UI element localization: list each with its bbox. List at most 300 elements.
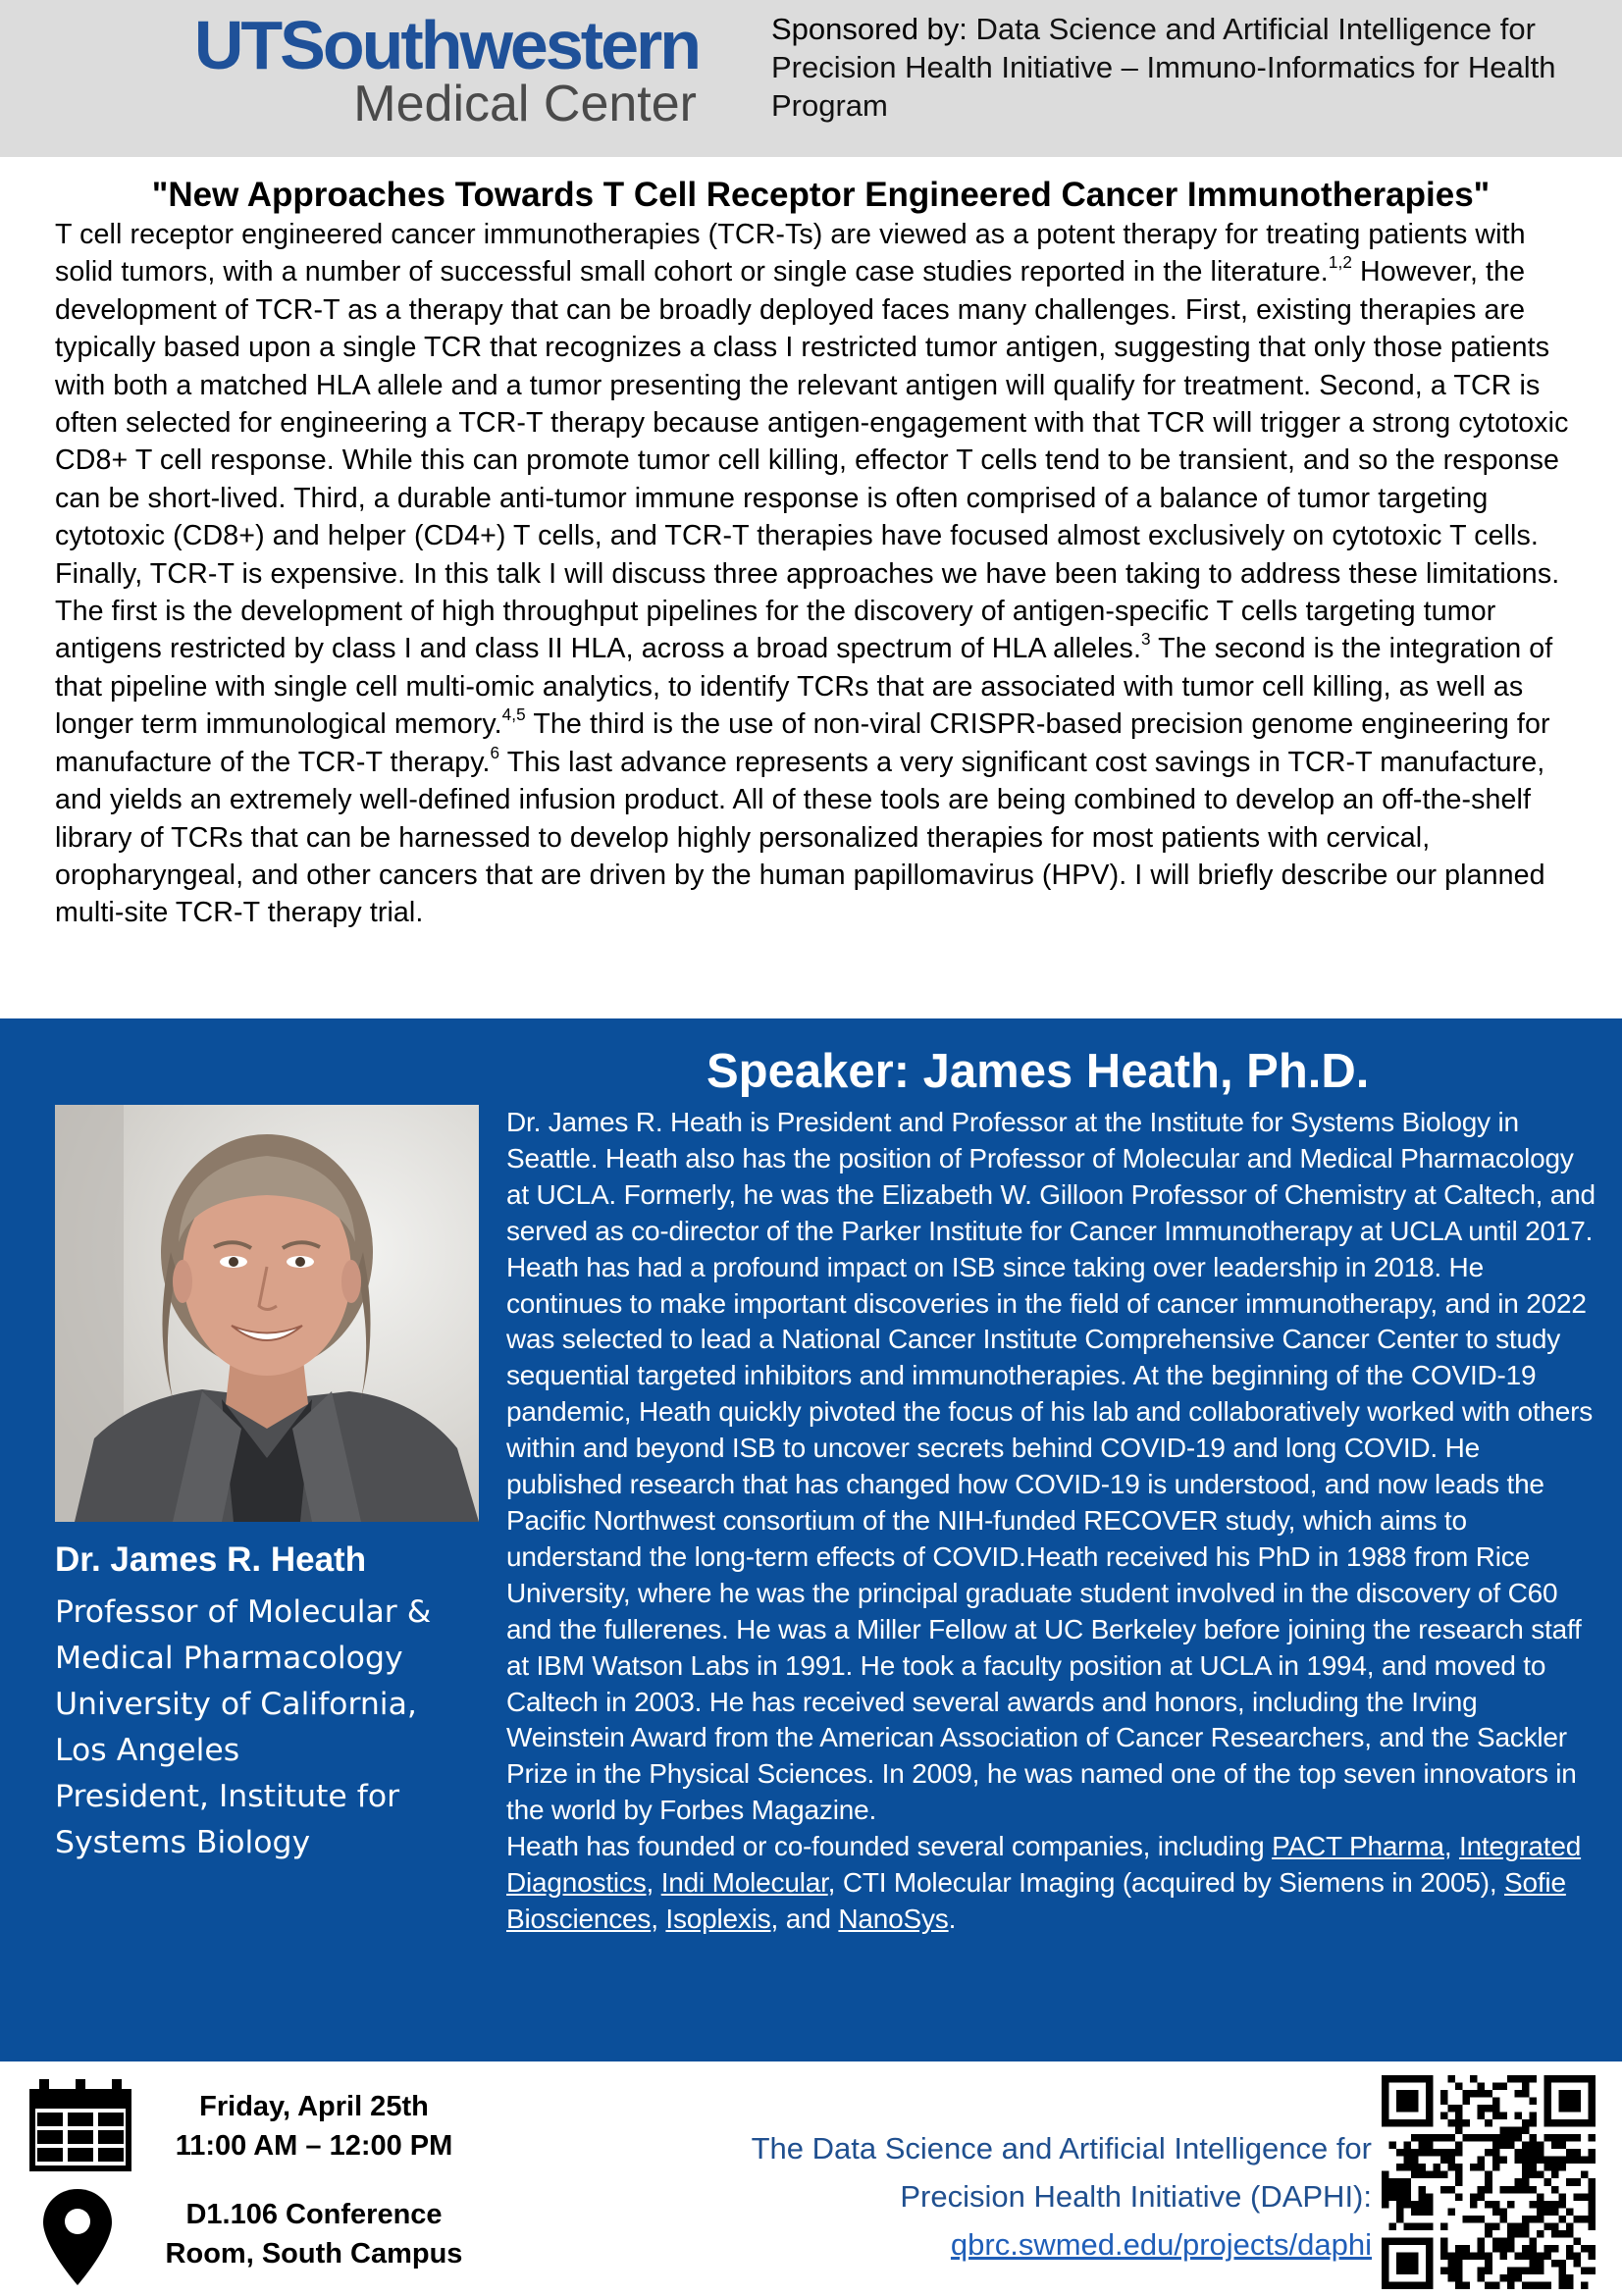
qr-module	[1588, 2193, 1596, 2201]
speaker-titles	[55, 1590, 487, 1866]
qr-module	[1411, 2208, 1419, 2216]
qr-module	[1551, 2134, 1559, 2142]
qr-module	[1558, 2090, 1566, 2098]
qr-module	[1522, 2164, 1530, 2171]
qr-module	[1404, 2237, 1412, 2245]
qr-module	[1448, 2164, 1456, 2171]
qr-module	[1514, 2127, 1522, 2135]
qr-module	[1434, 2149, 1441, 2157]
qr-module	[1396, 2281, 1404, 2289]
companies-end: .	[948, 1903, 957, 1934]
qr-module	[1529, 2252, 1537, 2260]
speaker-title-line: President, Institute for	[55, 1779, 400, 1814]
qr-module	[1514, 2178, 1522, 2186]
qr-module	[1551, 2164, 1559, 2171]
qr-module	[1382, 2252, 1389, 2260]
talk-title: "New Approaches Towards T Cell Receptor Engineered Cancer Immunotherapies"	[151, 176, 1491, 214]
qr-module	[1440, 2252, 1448, 2260]
qr-module	[1485, 2171, 1492, 2179]
qr-module	[1411, 2149, 1419, 2157]
qr-module	[1382, 2083, 1389, 2091]
qr-module	[1514, 2267, 1522, 2274]
qr-module	[1507, 2222, 1515, 2230]
qr-module	[1404, 2178, 1412, 2186]
qr-module	[1492, 2164, 1500, 2171]
qr-module	[1411, 2201, 1419, 2209]
qr-module	[1434, 2164, 1441, 2171]
qr-module	[1448, 2134, 1456, 2142]
qr-module	[1389, 2142, 1397, 2150]
qr-module	[1537, 2171, 1544, 2179]
qr-module	[1426, 2245, 1434, 2253]
qr-module	[1492, 2098, 1500, 2106]
qr-module	[1537, 2201, 1544, 2209]
qr-module	[1478, 2186, 1486, 2194]
qr-module	[1522, 2075, 1530, 2083]
qr-module	[1455, 2252, 1463, 2260]
qr-module	[1573, 2119, 1581, 2127]
qr-module	[1426, 2075, 1434, 2083]
qr-module	[1514, 2274, 1522, 2282]
qr-module	[1478, 2252, 1486, 2260]
qr-module	[1588, 2216, 1596, 2223]
qr-module	[1426, 2083, 1434, 2091]
qr-module	[1448, 2267, 1456, 2274]
qr-module	[1419, 2142, 1427, 2150]
header-banner	[0, 0, 1622, 157]
qr-module	[1440, 2149, 1448, 2157]
qr-module	[1382, 2237, 1389, 2245]
qr-module	[1463, 2216, 1471, 2223]
program-link[interactable]: qbrc.swmed.edu/projects/daphi	[950, 2227, 1372, 2262]
qr-module	[1426, 2274, 1434, 2282]
qr-module	[1411, 2260, 1419, 2268]
reference-superscript: 1,2	[1328, 252, 1352, 273]
qr-module	[1588, 2157, 1596, 2165]
qr-module	[1411, 2171, 1419, 2179]
qr-module	[1566, 2208, 1574, 2216]
qr-module	[1573, 2134, 1581, 2142]
qr-module	[1522, 2149, 1530, 2157]
qr-module	[1544, 2222, 1551, 2230]
qr-module	[1419, 2171, 1427, 2179]
qr-module	[1411, 2164, 1419, 2171]
qr-module	[1507, 2274, 1515, 2282]
qr-module	[1382, 2281, 1389, 2289]
qr-module	[1419, 2222, 1427, 2230]
qr-module	[1396, 2149, 1404, 2157]
qr-module	[1440, 2245, 1448, 2253]
qr-module	[1426, 2113, 1434, 2120]
qr-module	[1529, 2134, 1537, 2142]
qr-module	[1389, 2186, 1397, 2194]
reference-superscript: 3	[1141, 629, 1151, 650]
abstract-text-3: The second is the integration of that pipeline with single cell multi-omic analytics, to identify TCRs that are associated with tumor cell killing, as well as longer term immunological memory.	[55, 633, 1553, 741]
qr-module	[1426, 2142, 1434, 2150]
qr-code[interactable]	[1382, 2075, 1596, 2289]
qr-module	[1470, 2252, 1478, 2260]
calendar-icon	[29, 2079, 131, 2171]
qr-module	[1529, 2075, 1537, 2083]
qr-module	[1492, 2208, 1500, 2216]
qr-module	[1411, 2134, 1419, 2142]
qr-module	[1573, 2193, 1581, 2201]
qr-module	[1411, 2281, 1419, 2289]
qr-module	[1492, 2142, 1500, 2150]
qr-module	[1551, 2222, 1559, 2230]
qr-module	[1404, 2186, 1412, 2194]
qr-module	[1485, 2222, 1492, 2230]
qr-module	[1492, 2222, 1500, 2230]
event-datetime	[137, 2087, 491, 2166]
qr-module	[1396, 2098, 1404, 2106]
qr-module	[1411, 2119, 1419, 2127]
qr-module	[1573, 2149, 1581, 2157]
qr-module	[1485, 2119, 1492, 2127]
qr-module	[1588, 2105, 1596, 2113]
qr-module	[1558, 2142, 1566, 2150]
qr-module	[1396, 2186, 1404, 2194]
qr-module	[1470, 2134, 1478, 2142]
qr-module	[1485, 2260, 1492, 2268]
qr-module	[1544, 2134, 1551, 2142]
qr-module	[1558, 2134, 1566, 2142]
qr-module	[1581, 2216, 1589, 2223]
qr-module	[1514, 2186, 1522, 2194]
qr-module	[1566, 2098, 1574, 2106]
qr-module	[1426, 2237, 1434, 2245]
qr-module	[1537, 2208, 1544, 2216]
qr-module	[1485, 2186, 1492, 2194]
qr-module	[1558, 2201, 1566, 2209]
qr-module	[1478, 2134, 1486, 2142]
event-location-line: D1.106 Conference	[185, 2199, 443, 2230]
qr-module	[1522, 2127, 1530, 2135]
speaker-heading: Speaker: James Heath, Ph.D.	[706, 1045, 1370, 1098]
qr-module	[1573, 2237, 1581, 2245]
qr-module	[1389, 2281, 1397, 2289]
qr-module	[1463, 2090, 1471, 2098]
qr-module	[1382, 2245, 1389, 2253]
qr-module	[1499, 2134, 1507, 2142]
qr-module	[1382, 2193, 1389, 2201]
qr-module	[1396, 2252, 1404, 2260]
qr-module	[1544, 2208, 1551, 2216]
qr-module	[1470, 2201, 1478, 2209]
qr-module	[1440, 2098, 1448, 2106]
qr-module	[1551, 2201, 1559, 2209]
qr-module	[1529, 2149, 1537, 2157]
qr-module	[1529, 2157, 1537, 2165]
qr-module	[1419, 2186, 1427, 2194]
qr-module	[1396, 2201, 1404, 2209]
qr-module	[1404, 2252, 1412, 2260]
qr-module	[1514, 2134, 1522, 2142]
qr-module	[1492, 2237, 1500, 2245]
qr-module	[1537, 2193, 1544, 2201]
qr-module	[1544, 2075, 1551, 2083]
qr-module	[1404, 2090, 1412, 2098]
event-time: 11:00 AM – 12:00 PM	[175, 2130, 453, 2162]
qr-module	[1544, 2090, 1551, 2098]
qr-module	[1588, 2267, 1596, 2274]
qr-module	[1485, 2105, 1492, 2113]
speaker-photo	[55, 1105, 479, 1522]
qr-module	[1514, 2075, 1522, 2083]
abstract-text-2: However, the development of TCR-T as a therapy that can be broadly deployed faces many challenges. First, existing therapies are typically based upon a single TCR that recognizes a class I restricted tumor antigen, suggesting that only those patients with both a matched HLA allele and a tumor presenting the relevant antigen will qualify for treatment. Second, a TCR is often selected for engineering a TCR-T therapy because antigen-engagement with that TCR will trigger a strong cytotoxic CD8+ T cell response. While this can promote tumor cell killing, effector T cells tend to be transient, and so the response can be short-lived. Third, a durable anti-tumor immune response is often comprised of a balance of tumor targeting cytotoxic (CD8+) and helper (CD4+) T cells, and TCR-T therapies have focused almost exclusively on cytotoxic T cells. Finally, TCR-T is expensive. In this talk I will discuss three approaches we have been taking to address these limitations. The first is the development of high throughput pipelines for the discovery of antigen-specific T cells targeting tumor antigens restricted by class I and class II HLA, across a broad spectrum of HLA alleles.	[55, 256, 1569, 665]
qr-module	[1426, 2119, 1434, 2127]
qr-module	[1566, 2252, 1574, 2260]
qr-module	[1573, 2105, 1581, 2113]
qr-module	[1470, 2193, 1478, 2201]
qr-module	[1478, 2237, 1486, 2245]
qr-module	[1411, 2252, 1419, 2260]
company-link-nanosys[interactable]: NanoSys	[838, 1903, 949, 1934]
qr-module	[1499, 2127, 1507, 2135]
qr-module	[1558, 2260, 1566, 2268]
qr-module	[1382, 2105, 1389, 2113]
qr-module	[1529, 2098, 1537, 2106]
qr-module	[1544, 2157, 1551, 2165]
qr-module	[1411, 2090, 1419, 2098]
qr-module	[1581, 2281, 1589, 2289]
qr-module	[1382, 2186, 1389, 2194]
qr-module	[1566, 2178, 1574, 2186]
qr-module	[1389, 2222, 1397, 2230]
separator: ,	[651, 1903, 666, 1934]
companies-intro: Heath has founded or co-founded several companies, including	[506, 1831, 1273, 1862]
qr-module	[1396, 2260, 1404, 2268]
qr-module	[1566, 2119, 1574, 2127]
qr-module	[1478, 2193, 1486, 2201]
qr-module	[1478, 2216, 1486, 2223]
qr-module	[1478, 2274, 1486, 2282]
qr-module	[1529, 2267, 1537, 2274]
qr-module	[1514, 2252, 1522, 2260]
qr-module	[1581, 2193, 1589, 2201]
qr-module	[1588, 2149, 1596, 2157]
qr-module	[1426, 2171, 1434, 2179]
qr-module	[1566, 2222, 1574, 2230]
qr-module	[1499, 2113, 1507, 2120]
qr-module	[1529, 2164, 1537, 2171]
speaker-title-line: Los Angeles	[55, 1733, 240, 1768]
qr-module	[1478, 2083, 1486, 2091]
qr-module	[1404, 2075, 1412, 2083]
qr-module	[1499, 2245, 1507, 2253]
qr-module	[1448, 2149, 1456, 2157]
qr-module	[1522, 2090, 1530, 2098]
company-link-indi-molecular[interactable]: Indi Molecular	[660, 1867, 828, 1899]
qr-module	[1544, 2113, 1551, 2120]
qr-module	[1588, 2222, 1596, 2230]
qr-module	[1382, 2098, 1389, 2106]
qr-module	[1404, 2157, 1412, 2165]
qr-module	[1566, 2134, 1574, 2142]
qr-module	[1478, 2164, 1486, 2171]
qr-module	[1522, 2267, 1530, 2274]
qr-module	[1440, 2267, 1448, 2274]
qr-module	[1389, 2193, 1397, 2201]
qr-module	[1382, 2113, 1389, 2120]
speaker-title-line: Professor of Molecular &	[55, 1594, 432, 1630]
qr-module	[1426, 2149, 1434, 2157]
qr-module	[1566, 2090, 1574, 2098]
qr-module	[1573, 2216, 1581, 2223]
qr-module	[1537, 2157, 1544, 2165]
qr-module	[1404, 2260, 1412, 2268]
qr-module	[1588, 2083, 1596, 2091]
qr-module	[1478, 2157, 1486, 2165]
qr-module	[1426, 2098, 1434, 2106]
qr-module	[1529, 2186, 1537, 2194]
separator: , and	[770, 1903, 839, 1934]
qr-module	[1514, 2157, 1522, 2165]
qr-module	[1382, 2119, 1389, 2127]
qr-module	[1382, 2171, 1389, 2179]
qr-module	[1492, 2149, 1500, 2157]
company-link-integrated-diagnostics[interactable]: Integrated Diagnostics	[506, 1831, 1582, 1899]
qr-module	[1529, 2113, 1537, 2120]
company-link-sofie-biosciences[interactable]: Sofie Biosciences	[506, 1867, 1566, 1934]
qr-module	[1440, 2186, 1448, 2194]
logo-wordmark: UTSouthwestern	[193, 7, 699, 83]
qr-module	[1404, 2119, 1412, 2127]
qr-module	[1455, 2164, 1463, 2171]
utsw-logo	[71, 6, 699, 143]
qr-module	[1434, 2171, 1441, 2179]
qr-module	[1419, 2201, 1427, 2209]
qr-module	[1522, 2142, 1530, 2150]
qr-module	[1404, 2164, 1412, 2171]
qr-module	[1455, 2245, 1463, 2253]
sponsor-name: Data Science and Artificial Intelligence for Precision Health Initiative – Immuno-Informatics for Health Program	[771, 12, 1556, 123]
qr-module	[1419, 2193, 1427, 2201]
qr-module	[1396, 2119, 1404, 2127]
company-link-pact-pharma[interactable]: PACT Pharma	[1272, 1831, 1444, 1862]
qr-module	[1522, 2119, 1530, 2127]
qr-module	[1492, 2201, 1500, 2209]
qr-module	[1404, 2193, 1412, 2201]
qr-module	[1551, 2260, 1559, 2268]
qr-module	[1396, 2090, 1404, 2098]
qr-module	[1426, 2260, 1434, 2268]
qr-module	[1566, 2245, 1574, 2253]
qr-module	[1507, 2281, 1515, 2289]
qr-module	[1514, 2222, 1522, 2230]
qr-module	[1573, 2178, 1581, 2186]
qr-module	[1566, 2274, 1574, 2282]
qr-module	[1448, 2105, 1456, 2113]
qr-module	[1566, 2157, 1574, 2165]
qr-module	[1566, 2075, 1574, 2083]
talk-abstract	[55, 216, 1586, 932]
qr-module	[1522, 2178, 1530, 2186]
qr-module	[1551, 2119, 1559, 2127]
separator: ,	[646, 1867, 661, 1899]
qr-module	[1404, 2281, 1412, 2289]
qr-module	[1404, 2142, 1412, 2150]
qr-module	[1411, 2237, 1419, 2245]
qr-module	[1588, 2113, 1596, 2120]
qr-module	[1485, 2281, 1492, 2289]
qr-module	[1426, 2134, 1434, 2142]
qr-module	[1507, 2186, 1515, 2194]
event-footer	[0, 2061, 1622, 2296]
qr-module	[1382, 2075, 1389, 2083]
qr-module	[1448, 2119, 1456, 2127]
qr-module	[1522, 2222, 1530, 2230]
qr-module	[1426, 2105, 1434, 2113]
qr-module	[1588, 2075, 1596, 2083]
speaker-title-line: Medical Pharmacology	[55, 1641, 403, 1676]
qr-module	[1455, 2260, 1463, 2268]
qr-module	[1551, 2245, 1559, 2253]
qr-module	[1485, 2230, 1492, 2238]
qr-module	[1463, 2098, 1471, 2106]
qr-module	[1448, 2252, 1456, 2260]
companies-paragraph	[506, 1829, 1596, 1938]
map-pin-icon	[43, 2189, 112, 2285]
qr-module	[1396, 2178, 1404, 2186]
qr-module	[1551, 2208, 1559, 2216]
qr-module	[1499, 2083, 1507, 2091]
qr-module	[1440, 2222, 1448, 2230]
qr-module	[1544, 2245, 1551, 2253]
qr-module	[1470, 2090, 1478, 2098]
qr-module	[1478, 2090, 1486, 2098]
qr-module	[1566, 2149, 1574, 2157]
qr-module	[1492, 2113, 1500, 2120]
qr-module	[1507, 2230, 1515, 2238]
reference-superscript: 6	[490, 742, 500, 762]
qr-module	[1485, 2090, 1492, 2098]
qr-module	[1522, 2157, 1530, 2165]
qr-module	[1478, 2113, 1486, 2120]
qr-module	[1419, 2208, 1427, 2216]
qr-module	[1404, 2105, 1412, 2113]
qr-module	[1507, 2142, 1515, 2150]
separator: ,	[1443, 1831, 1459, 1862]
qr-module	[1434, 2134, 1441, 2142]
reference-superscript: 4,5	[501, 704, 526, 725]
qr-module	[1411, 2222, 1419, 2230]
speaker-bio	[506, 1105, 1596, 1938]
qr-module	[1485, 2267, 1492, 2274]
qr-module	[1529, 2119, 1537, 2127]
qr-module	[1396, 2237, 1404, 2245]
qr-module	[1499, 2216, 1507, 2223]
qr-module	[1566, 2281, 1574, 2289]
qr-module	[1544, 2252, 1551, 2260]
qr-module	[1537, 2252, 1544, 2260]
qr-module	[1485, 2149, 1492, 2157]
company-link-isoplexis[interactable]: Isoplexis	[665, 1903, 771, 1934]
qr-module	[1499, 2142, 1507, 2150]
qr-module	[1411, 2267, 1419, 2274]
qr-module	[1455, 2274, 1463, 2282]
qr-module	[1558, 2193, 1566, 2201]
qr-module	[1411, 2075, 1419, 2083]
qr-module	[1507, 2237, 1515, 2245]
qr-module	[1440, 2134, 1448, 2142]
qr-module	[1566, 2230, 1574, 2238]
sponsor-text	[771, 10, 1576, 125]
qr-module	[1537, 2230, 1544, 2238]
qr-module	[1396, 2193, 1404, 2201]
sponsor-label: Sponsored by:	[771, 12, 968, 46]
qr-module	[1566, 2105, 1574, 2113]
